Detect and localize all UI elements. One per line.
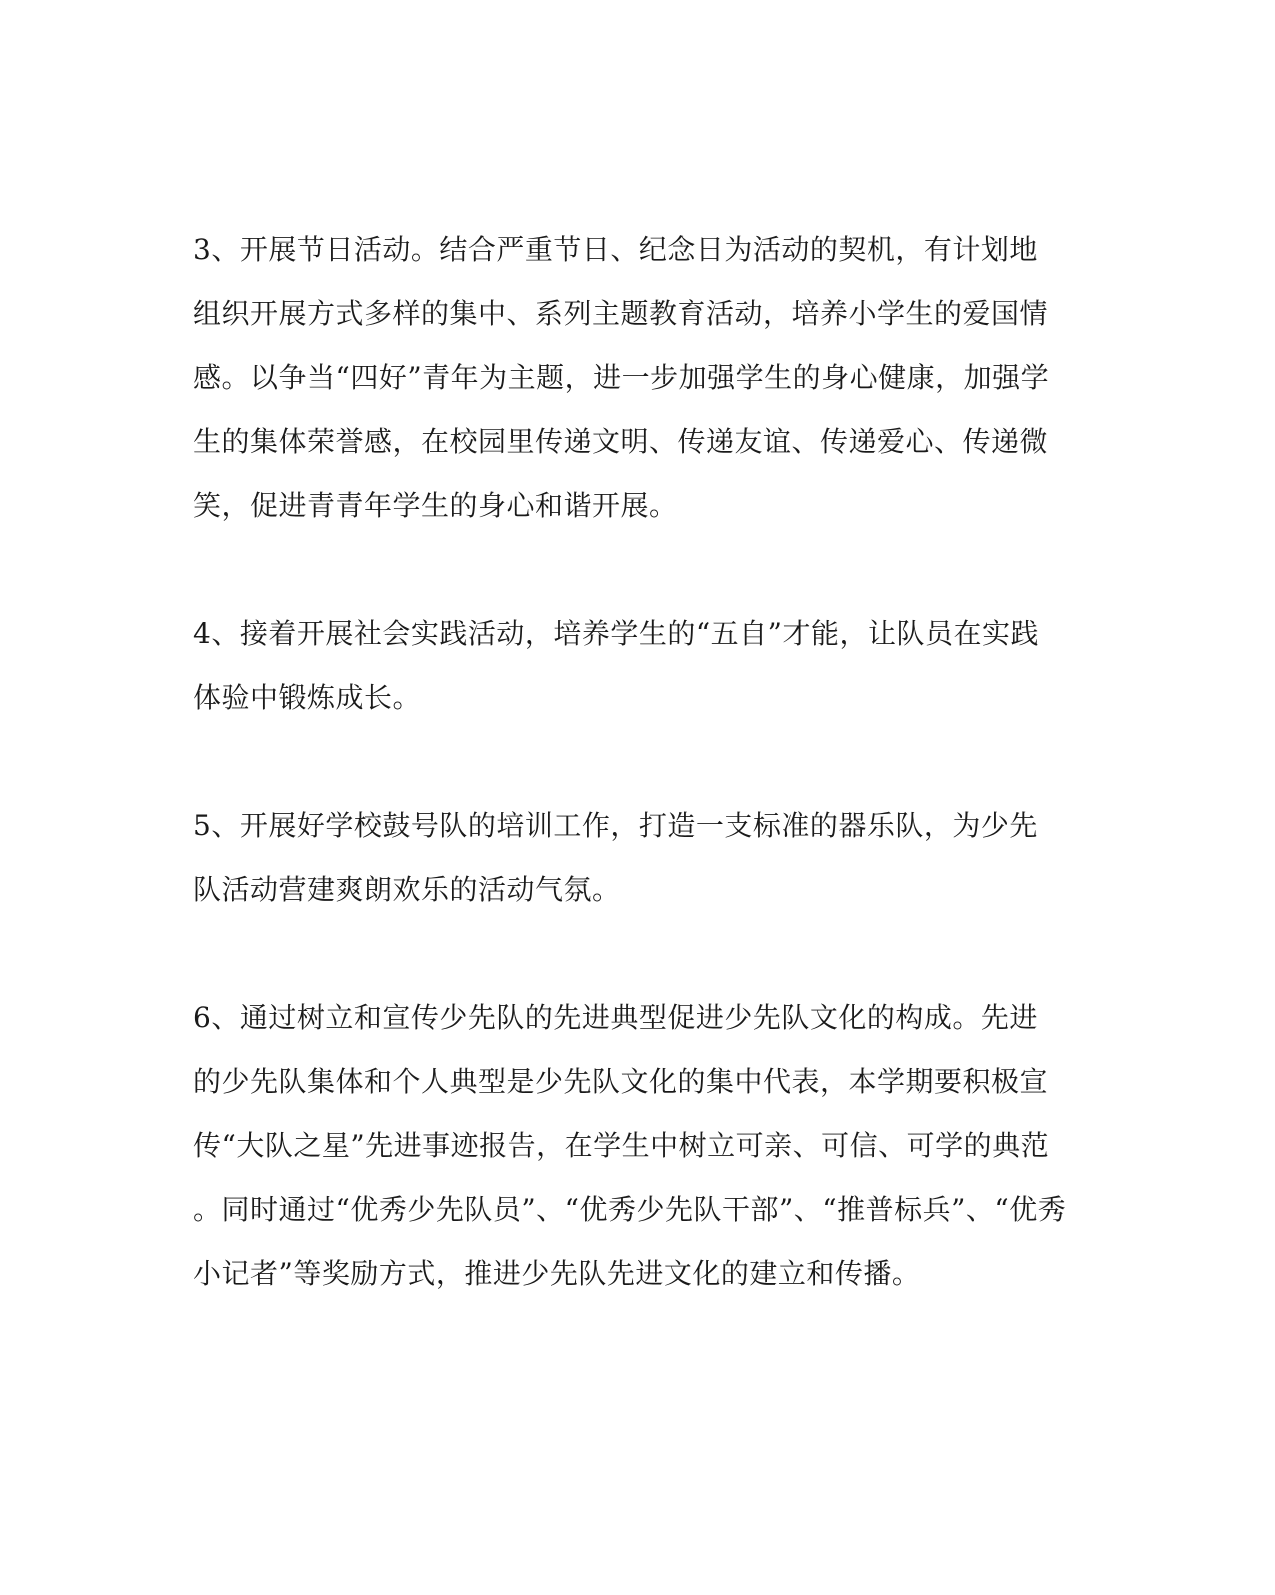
text-line: 。同时通过“优秀少先队员”、“优秀少先队干部”、“推普标兵”、“优秀 <box>193 1193 1067 1226</box>
text-line: 4、接着开展社会实践活动，培养学生的“五自”才能，让队员在实践 <box>193 617 1039 650</box>
text-line: 体验中锻炼成长。 <box>193 681 422 714</box>
text-line: 传“大队之星”先进事迹报告，在学生中树立可亲、可信、可学的典范 <box>193 1129 1050 1162</box>
paragraph-item-4 <box>193 602 1061 730</box>
text-line: 3、开展节日活动。结合严重节日、纪念日为活动的契机，有计划地 <box>193 233 1038 266</box>
paragraph-item-3 <box>193 218 1061 538</box>
text-line: 小记者”等奖励方式，推进少先队先进文化的建立和传播。 <box>193 1257 921 1290</box>
paragraph-item-5 <box>193 794 1061 922</box>
text-line: 笑，促进青青年学生的身心和谐开展。 <box>193 489 678 522</box>
text-line: 生的集体荣誉感，在校园里传递文明、传递友谊、传递爱心、传递微 <box>193 425 1049 458</box>
text-line: 感。以争当“四好”青年为主题，进一步加强学生的身心健康，加强学 <box>193 361 1050 394</box>
text-line: 组织开展方式多样的集中、系列主题教育活动，培养小学生的爱国情 <box>193 297 1049 330</box>
text-line: 队活动营建爽朗欢乐的活动气氛。 <box>193 873 621 906</box>
text-line: 的少先队集体和个人典型是少先队文化的集中代表，本学期要积极宣 <box>193 1065 1049 1098</box>
paragraph-item-6 <box>193 986 1067 1306</box>
text-line: 5、开展好学校鼓号队的培训工作，打造一支标准的器乐队，为少先 <box>193 809 1038 842</box>
text-line: 6、通过树立和宣传少先队的先进典型促进少先队文化的构成。先进 <box>193 1001 1038 1034</box>
